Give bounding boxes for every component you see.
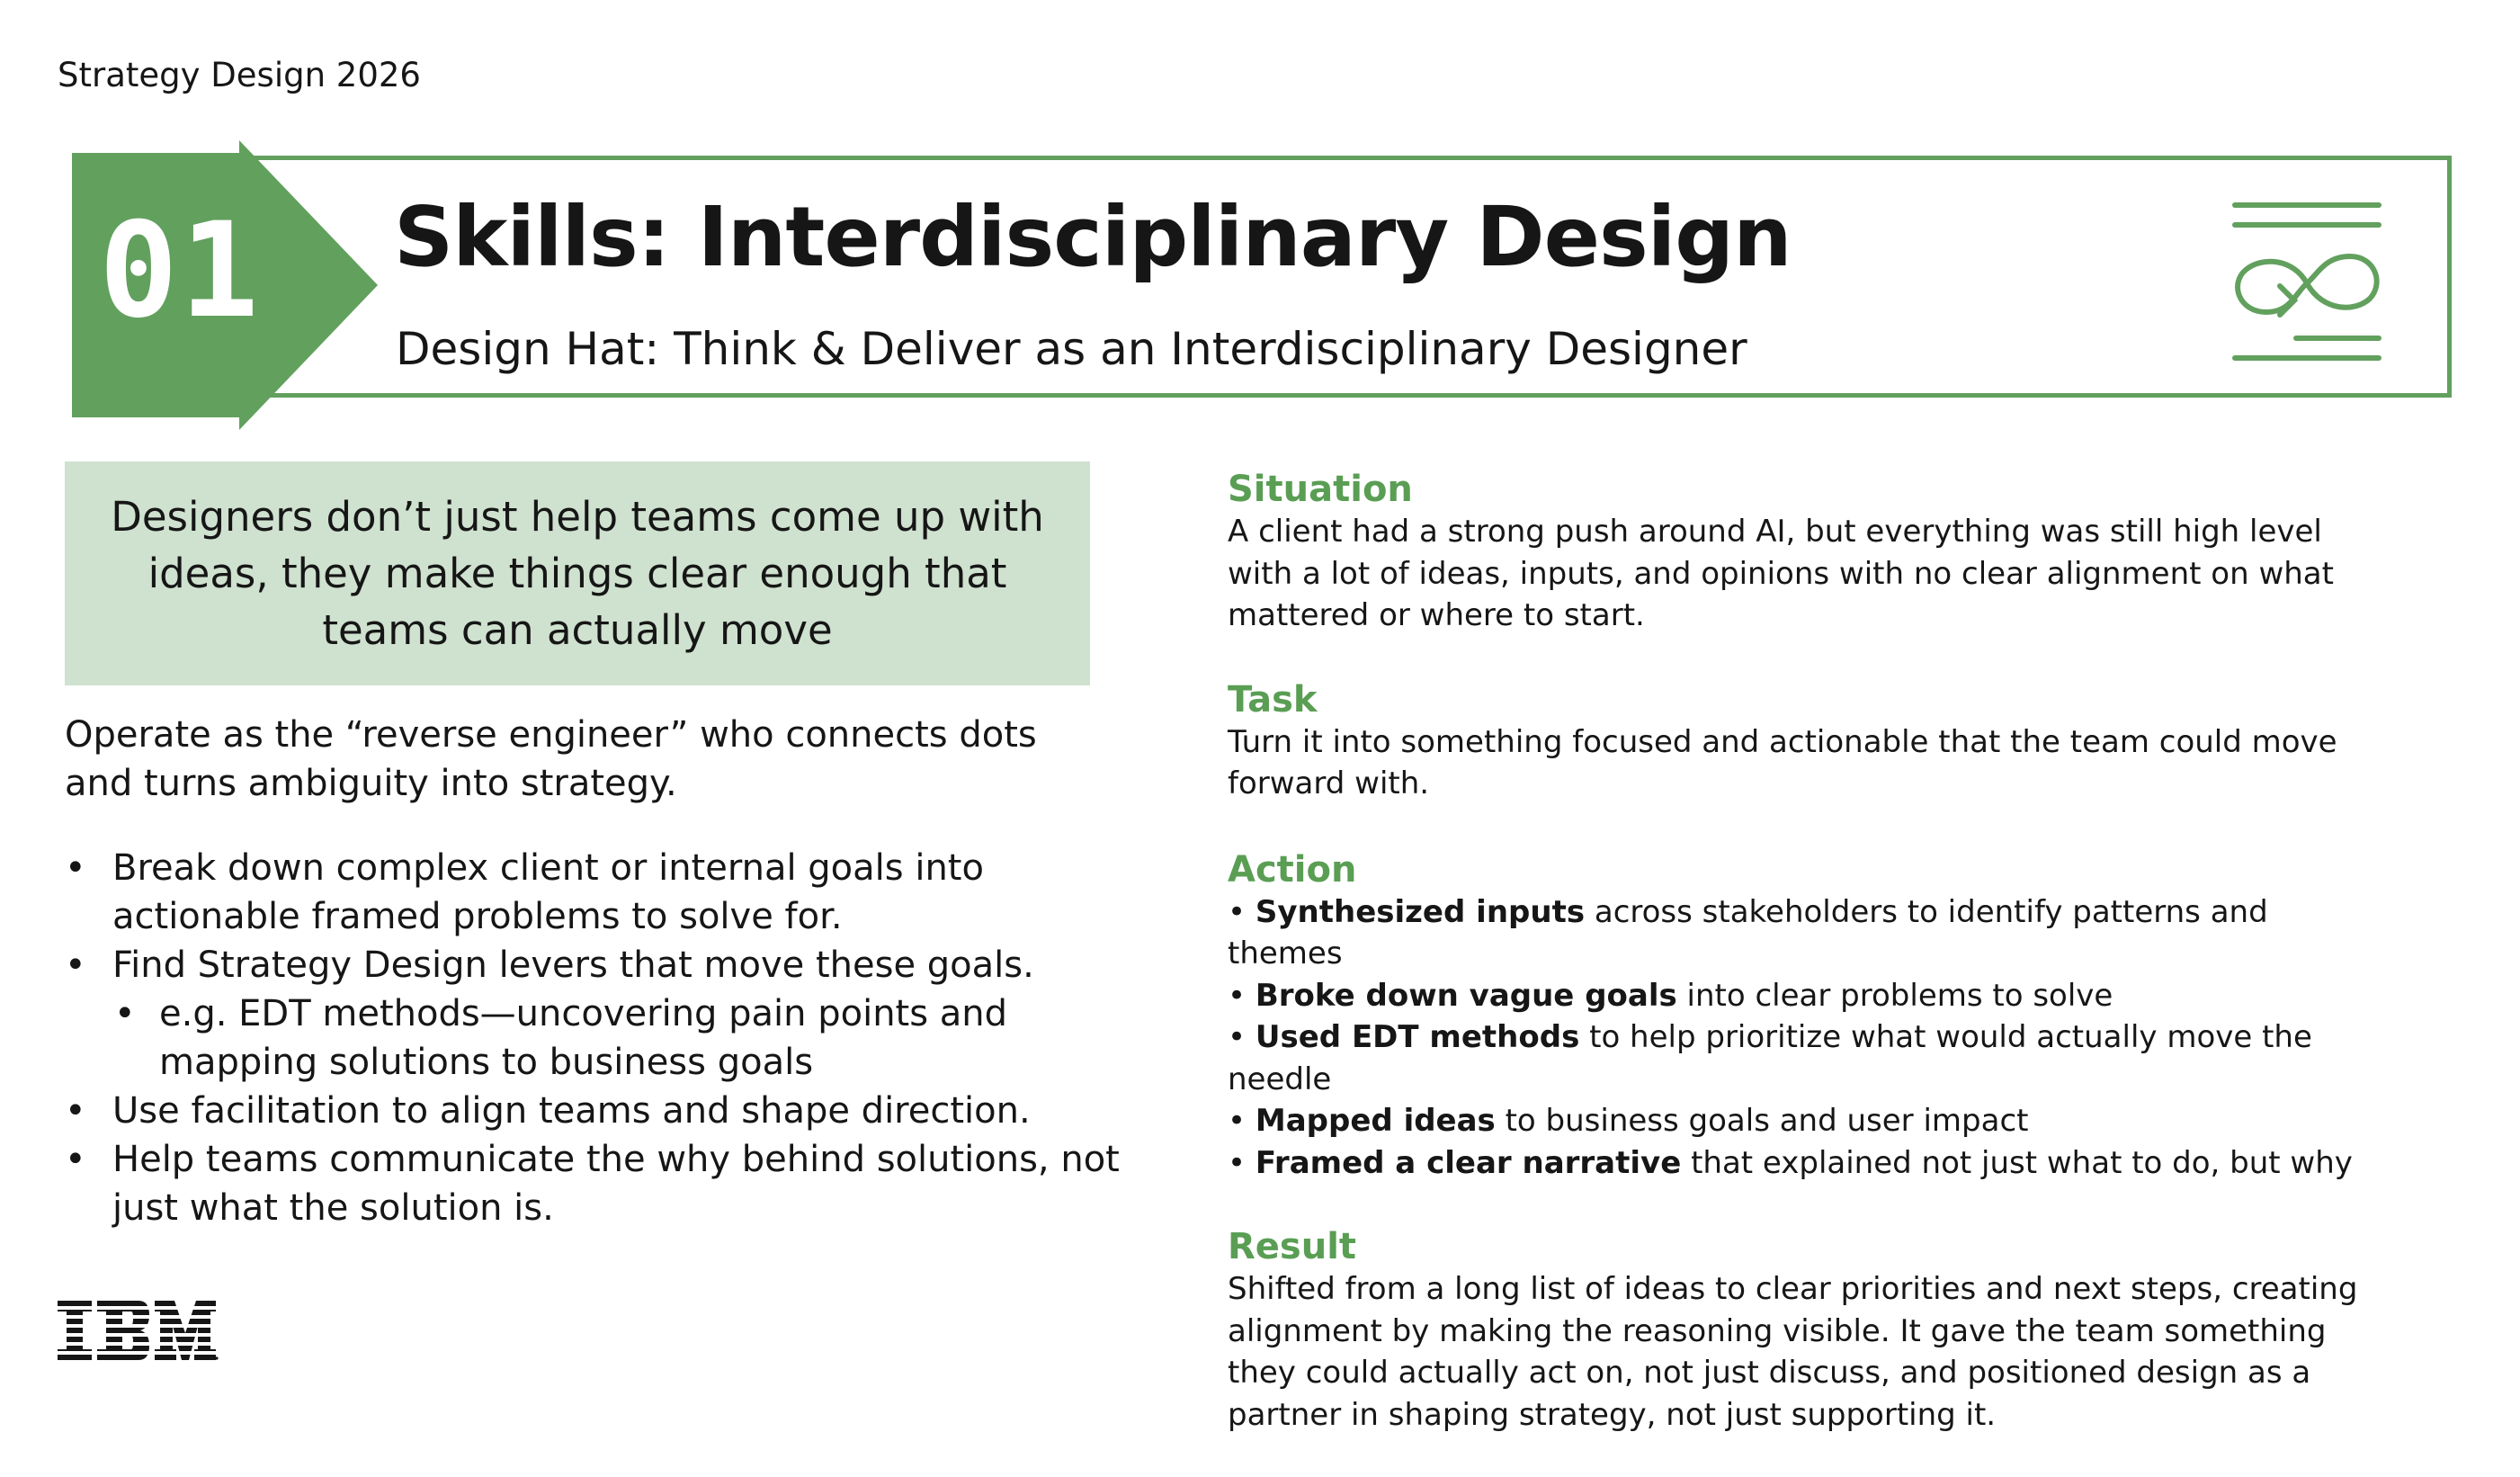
skills-bullet-list xyxy=(65,844,1126,1232)
quote-text: Designers don’t just help teams come up with ideas, they make things clear enough that teams can actually move xyxy=(111,493,1044,654)
task-text: Turn it into something focused and actionable that the team could move forward with. xyxy=(1228,723,2337,801)
page-subtitle: Design Hat: Think & Deliver as an Interdisciplinary Designer xyxy=(396,323,1747,375)
quote-box xyxy=(65,461,1090,685)
intro-paragraph: Operate as the “reverse engineer” who connects dots and turns ambiguity into strategy. xyxy=(65,714,1037,804)
list-item: • e.g. EDT methods—uncovering pain points and mapping solutions to business goals xyxy=(65,989,1126,1087)
list-item: • Mapped ideas to business goals and user impact xyxy=(1228,1103,2029,1139)
star-column xyxy=(1228,468,2379,1477)
list-item: • Find Strategy Design levers that move these goals. xyxy=(65,941,1126,989)
list-item: • Broke down vague goals into clear problems to solve xyxy=(1228,977,2113,1014)
action-item-rest: to business goals and user impact xyxy=(1495,1103,2029,1139)
action-item-rest: into clear problems to solve xyxy=(1676,977,2113,1014)
situation-heading: Situation xyxy=(1228,469,1413,510)
action-heading: Action xyxy=(1228,848,1357,891)
list-item: • Framed a clear narrative that explained not just what to do, but why xyxy=(1228,1144,2353,1181)
result-text: Shifted from a long list of ideas to clear priorities and next steps, creating alignment by making the reasoning visible. It gave the team something they could actually act on, not just discuss, and positioned design as a partner in shaping strategy, not just supporting it. xyxy=(1228,1271,2358,1433)
situation-text: A client had a strong push around AI, but everything was still high level with a lot of ideas, inputs, and opinions with no clear alignment on what mattered or where to start. xyxy=(1228,514,2334,633)
action-item-bold: Mapped ideas xyxy=(1255,1103,1496,1139)
task-heading: Task xyxy=(1228,678,1318,721)
list-item: • Used EDT methods to help prioritize what would actually move the needle xyxy=(1228,1019,2312,1097)
list-item: • Help teams communicate the why behind solutions, not just what the solution is. xyxy=(65,1135,1126,1232)
action-item-bold: Synthesized inputs xyxy=(1255,893,1586,930)
action-item-rest: across stakeholders to identify patterns and themes xyxy=(1228,893,2268,971)
result-heading: Result xyxy=(1228,1226,1357,1267)
action-list xyxy=(1228,891,2379,1185)
list-item: • Synthesized inputs across stakeholders to identify patterns and themes xyxy=(1228,893,2268,971)
section-number: 01 xyxy=(99,194,261,347)
list-item: • Break down complex client or internal goals into actionable framed problems to solve for. xyxy=(65,844,1126,941)
deck-label: Strategy Design 2026 xyxy=(58,56,421,94)
result-section xyxy=(1228,1225,2379,1436)
situation-section xyxy=(1228,468,2379,637)
action-item-rest: that explained not just what to do, but why xyxy=(1681,1144,2353,1181)
action-item-bold: Framed a clear narrative xyxy=(1255,1144,1682,1181)
task-section xyxy=(1228,678,2379,805)
action-item-bold: Broke down vague goals xyxy=(1255,977,1677,1014)
ibm-logo xyxy=(58,1301,219,1362)
action-item-rest: to help prioritize what would actually move the needle xyxy=(1228,1019,2312,1097)
page-title: Skills: Interdisciplinary Design xyxy=(394,189,1792,285)
list-item: • Use facilitation to align teams and shape direction. xyxy=(65,1087,1126,1135)
action-section xyxy=(1228,848,2379,1185)
infinity-loop-icon xyxy=(2226,200,2388,367)
action-item-bold: Used EDT methods xyxy=(1255,1019,1580,1055)
